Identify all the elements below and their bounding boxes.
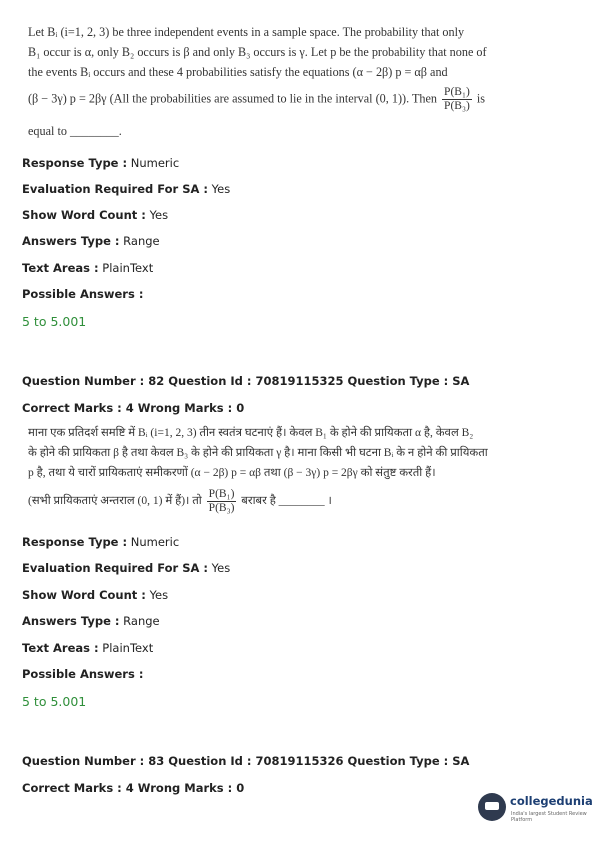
question-82-text-cont: [28, 488, 558, 515]
question-text-line: माना एक प्रतिदर्श समष्टि में Bᵢ (i=1, 2, 3) तीन स्वतंत्र घटनाएं हैं। केवल B₁ के होने की प्रायिकता α है, केवल B₂: [28, 427, 474, 439]
question-83-header: Question Number : 83 Question Id : 70819115326 Question Type : SA: [22, 754, 470, 768]
possible-answers-label: Possible Answers :: [22, 667, 144, 681]
fraction: [207, 488, 237, 515]
question-text-line: [28, 488, 558, 515]
question-text-line: Let Bᵢ (i=1, 2, 3) be three independent events in a sample space. The probability that only: [28, 25, 465, 39]
text-areas-field: Text Areas : PlainText: [22, 641, 154, 655]
question-81-text-cont: [28, 86, 558, 113]
text-areas-field: Text Areas : PlainText: [22, 261, 154, 275]
response-type-field: Response Type : Numeric: [22, 535, 180, 549]
fraction-numerator: P(B₁): [444, 86, 470, 98]
question-text-line: p है, तथा ये चारों प्रायिकताएं समीकरणों (α − 2β) p = αβ तथा (β − 3γ) p = 2βγ को संतुष्ट करती हैं।: [28, 467, 436, 479]
evaluation-field: Evaluation Required For SA : Yes: [22, 182, 231, 196]
question-81-text-end: [28, 121, 558, 141]
word-count-field: Show Word Count : Yes: [22, 208, 169, 222]
question-text-segment: is: [476, 91, 485, 106]
logo-tagline: India's largest Student Review Platform: [511, 811, 587, 823]
question-text-line: B₁ occur is α, only B₂ occurs is β and only B₃ occurs is γ. Let p be the probability that none of: [28, 45, 487, 59]
word-count-field: Show Word Count : Yes: [22, 588, 169, 602]
question-81-text: [28, 22, 558, 82]
fraction-denominator: P(B₃): [208, 502, 235, 514]
question-82-header: Question Number : 82 Question Id : 70819115325 Question Type : SA: [22, 374, 470, 388]
question-text-segment: (सभी प्रायिकताएं अन्तराल (0, 1) में हैं)। तो: [28, 495, 202, 508]
response-type-field: Response Type : Numeric: [22, 156, 180, 170]
logo-name: collegedunia: [510, 794, 593, 808]
possible-answers-label: Possible Answers :: [22, 287, 144, 301]
question-text-line: the events Bᵢ occurs and these 4 probabilities satisfy the equations (α − 2β) p = αβ and: [28, 65, 448, 79]
question-text-segment: बराबर है ________ ।: [241, 495, 332, 508]
question-text-line: के होने की प्रायिकता β है तथा केवल B₃ के होने की प्रायिकता γ है। माना किसी भी घटना Bᵢ के न होने की प्रायिकता: [28, 447, 488, 459]
evaluation-field: Evaluation Required For SA : Yes: [22, 561, 231, 575]
possible-answer: 5 to 5.001: [22, 694, 87, 709]
question-text-line: [28, 86, 558, 113]
fraction-numerator: P(B₁): [208, 488, 235, 500]
answers-type-field: Answers Type : Range: [22, 234, 160, 248]
question-82-marks: Correct Marks : 4 Wrong Marks : 0: [22, 401, 245, 415]
question-82-text: [28, 423, 558, 483]
question-83-marks: Correct Marks : 4 Wrong Marks : 0: [22, 781, 245, 795]
possible-answer: 5 to 5.001: [22, 314, 87, 329]
collegedunia-logo: [478, 791, 593, 823]
graduate-mascot-icon: [478, 793, 506, 821]
question-text-line: equal to ________.: [28, 124, 122, 138]
fraction-denominator: P(B₃): [444, 100, 470, 112]
question-text-segment: (β − 3γ) p = 2βγ (All the probabilities are assumed to lie in the interval (0, 1)). Then: [28, 91, 437, 106]
fraction: [442, 86, 472, 113]
answers-type-field: Answers Type : Range: [22, 614, 160, 628]
